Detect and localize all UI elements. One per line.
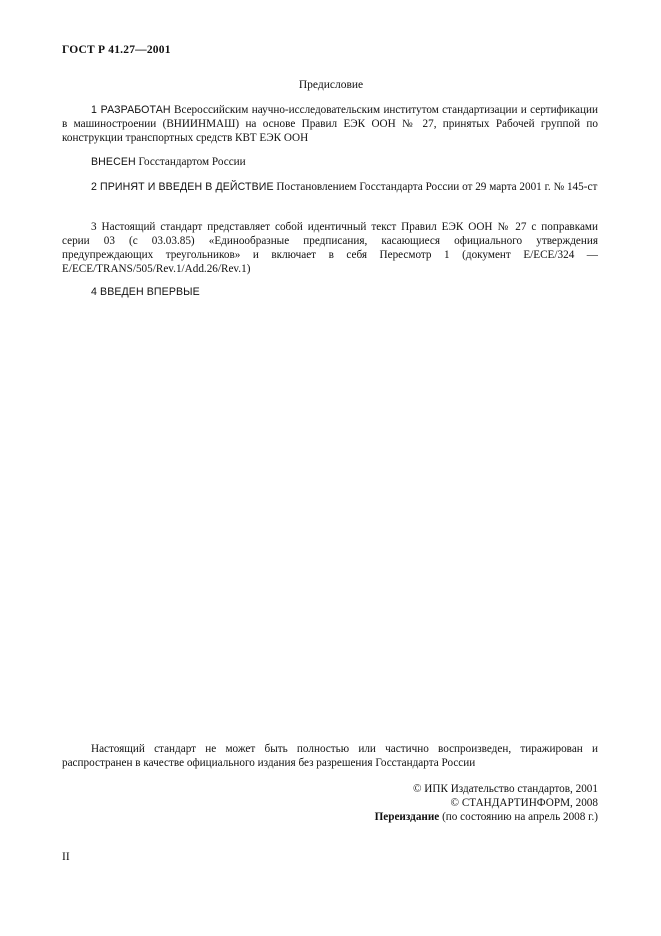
section-title: Предисловие <box>298 79 364 91</box>
paragraph-introduced <box>62 155 598 169</box>
paragraph-developed <box>62 103 598 145</box>
page-number: II <box>62 851 70 863</box>
paragraph-adopted <box>62 180 598 194</box>
credit-line-3 <box>375 810 598 824</box>
paragraph-lead: 4 ВВЕДЕН ВПЕРВЫЕ <box>91 286 200 298</box>
paragraph-text: Госстандартом России <box>135 156 246 168</box>
paragraph-lead: ВНЕСЕН <box>91 156 136 168</box>
paragraph-lead: 1 РАЗРАБОТАН <box>91 104 171 116</box>
paragraph-text: Постановлением Госстандарта России от 29 марта 2001 г. № 145-ст <box>273 181 598 193</box>
paragraph-first-introduced <box>62 285 598 299</box>
publisher-credits <box>375 782 598 824</box>
credit-line-1: © ИПК Издательство стандартов, 2001 <box>412 783 598 795</box>
reprint-label: Переиздание <box>374 811 440 823</box>
credit-line-2: © СТАНДАРТИНФОРМ, 2008 <box>450 797 598 809</box>
copyright-notice: Настоящий стандарт не может быть полностью или частично воспроизведен, тиражирован и распространен в качестве официального издания без разрешения Госстандарта России <box>62 743 598 769</box>
reprint-date: (по состоянию на апрель 2008 г.) <box>439 811 598 823</box>
paragraph-text: Всероссийским научно-исследовательским институтом стандартизации и сертификации в машиностроении (ВНИИНМАШ) на основе Правил ЕЭК ООН № 27, принятых Рабочей группой по конструкции транспортных средств КВТ ЕЭК ООН <box>62 104 598 144</box>
paragraph-lead: 2 ПРИНЯТ И ВВЕДЕН В ДЕЙСТВИЕ <box>91 181 274 193</box>
paragraph-identical-text <box>62 220 598 276</box>
paragraph-text: 3 Настоящий стандарт представляет собой идентичный текст Правил ЕЭК ООН № 27 с поправками серии 03 (с 03.03.85) «Единообразные предписания, касающиеся официального утверждения предупреждающих треугольников» и включает в себя Пересмотр 1 (документ E/ECE/324 — E/ECE/TRANS/505/Rev.1/Add.26/Rev.1) <box>62 221 598 275</box>
document-header: ГОСТ Р 41.27—2001 <box>62 44 171 56</box>
